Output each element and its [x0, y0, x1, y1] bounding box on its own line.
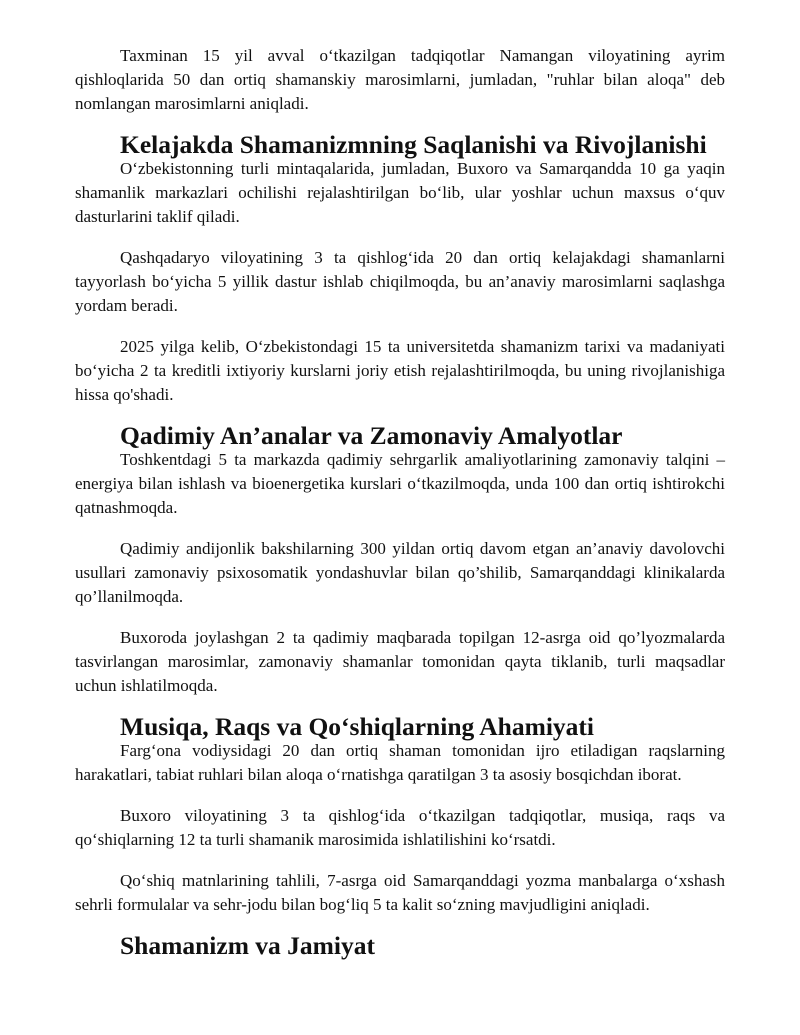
- paragraph: Taxminan 15 yil avval o‘tkazilgan tadqiqotlar Namangan viloyatining ayrim qishloqlarida 50 dan ortiq shamanskiy marosimlarni, jumladan, "ruhlar bilan aloqa" deb nomlangan marosimlarni aniqladi.: [75, 46, 725, 113]
- paragraph: Buxoroda joylashgan 2 ta qadimiy maqbarada topilgan 12-asrga oid qo’lyozmalarda tasvirlangan marosimlar, zamonaviy shamanlar tomonidan qayta tiklanib, turli maqsadlar uchun ishlatilmoqda.: [75, 628, 725, 695]
- paragraph: Qo‘shiq matnlarining tahlili, 7-asrga oid Samarqanddagi yozma manbalarga o‘xshash sehrli formulalar va sehr-jodu bilan bog‘liq 5 ta kalit so‘zning mavjudligini aniqladi.: [75, 871, 725, 914]
- document-page: [75, 44, 725, 958]
- paragraph: Qashqadaryo viloyatining 3 ta qishlog‘ida 20 dan ortiq kelajakdagi shamanlarni tayyorlash bo‘yicha 5 yillik dastur ishlab chiqilmoqda, bu an’anaviy marosimlarni saqlashga yordam beradi.: [75, 248, 725, 315]
- section-heading: Musiqa, Raqs va Qo‘shiqlarning Ahamiyati: [120, 712, 594, 741]
- section-heading: Qadimiy An’analar va Zamonaviy Amalyotlar: [120, 421, 623, 450]
- section-heading: Kelajakda Shamanizmning Saqlanishi va Rivojlanishi: [120, 130, 707, 159]
- paragraph: Toshkentdagi 5 ta markazda qadimiy sehrgarlik amaliyotlarining zamonaviy talqini – energiya bilan ishlash va bioenergetika kurslari o‘tkazilmoqda, unda 100 dan ortiq ishtirokchi qatnashmoqda.: [75, 450, 725, 517]
- paragraph: 2025 yilga kelib, O‘zbekistondagi 15 ta universitetda shamanizm tarixi va madaniyati bo‘yicha 2 ta kreditli ixtiyoriy kurslarni joriy etish rejalashtirilmoqda, bu uning rivojlanishiga hissa qo'shadi.: [75, 337, 725, 404]
- paragraph: Buxoro viloyatining 3 ta qishlog‘ida o‘tkazilgan tadqiqotlar, musiqa, raqs va qo‘shiqlarning 12 ta turli shamanik marosimida ishlatilishini ko‘rsatdi.: [75, 806, 725, 849]
- paragraph: O‘zbekistonning turli mintaqalarida, jumladan, Buxoro va Samarqandda 10 ga yaqin shamanlik markazlari ochilishi rejalashtirilgan bo‘lib, ular yoshlar uchun maxsus o‘quv dasturlarini taklif qiladi.: [75, 159, 725, 226]
- paragraph: Farg‘ona vodiysidagi 20 dan ortiq shaman tomonidan ijro etiladigan raqslarning harakatlari, tabiat ruhlari bilan aloqa o‘rnatishga qaratilgan 3 ta asosiy bosqichdan iborat.: [75, 741, 725, 784]
- section-heading: Shamanizm va Jamiyat: [120, 931, 375, 960]
- paragraph: Qadimiy andijonlik bakshilarning 300 yildan ortiq davom etgan an’anaviy davolovchi usullari zamonaviy psixosomatik yondashuvlar bilan qo’shilib, Samarqanddagi klinikalarda qo’llanilmoqda.: [75, 539, 725, 606]
